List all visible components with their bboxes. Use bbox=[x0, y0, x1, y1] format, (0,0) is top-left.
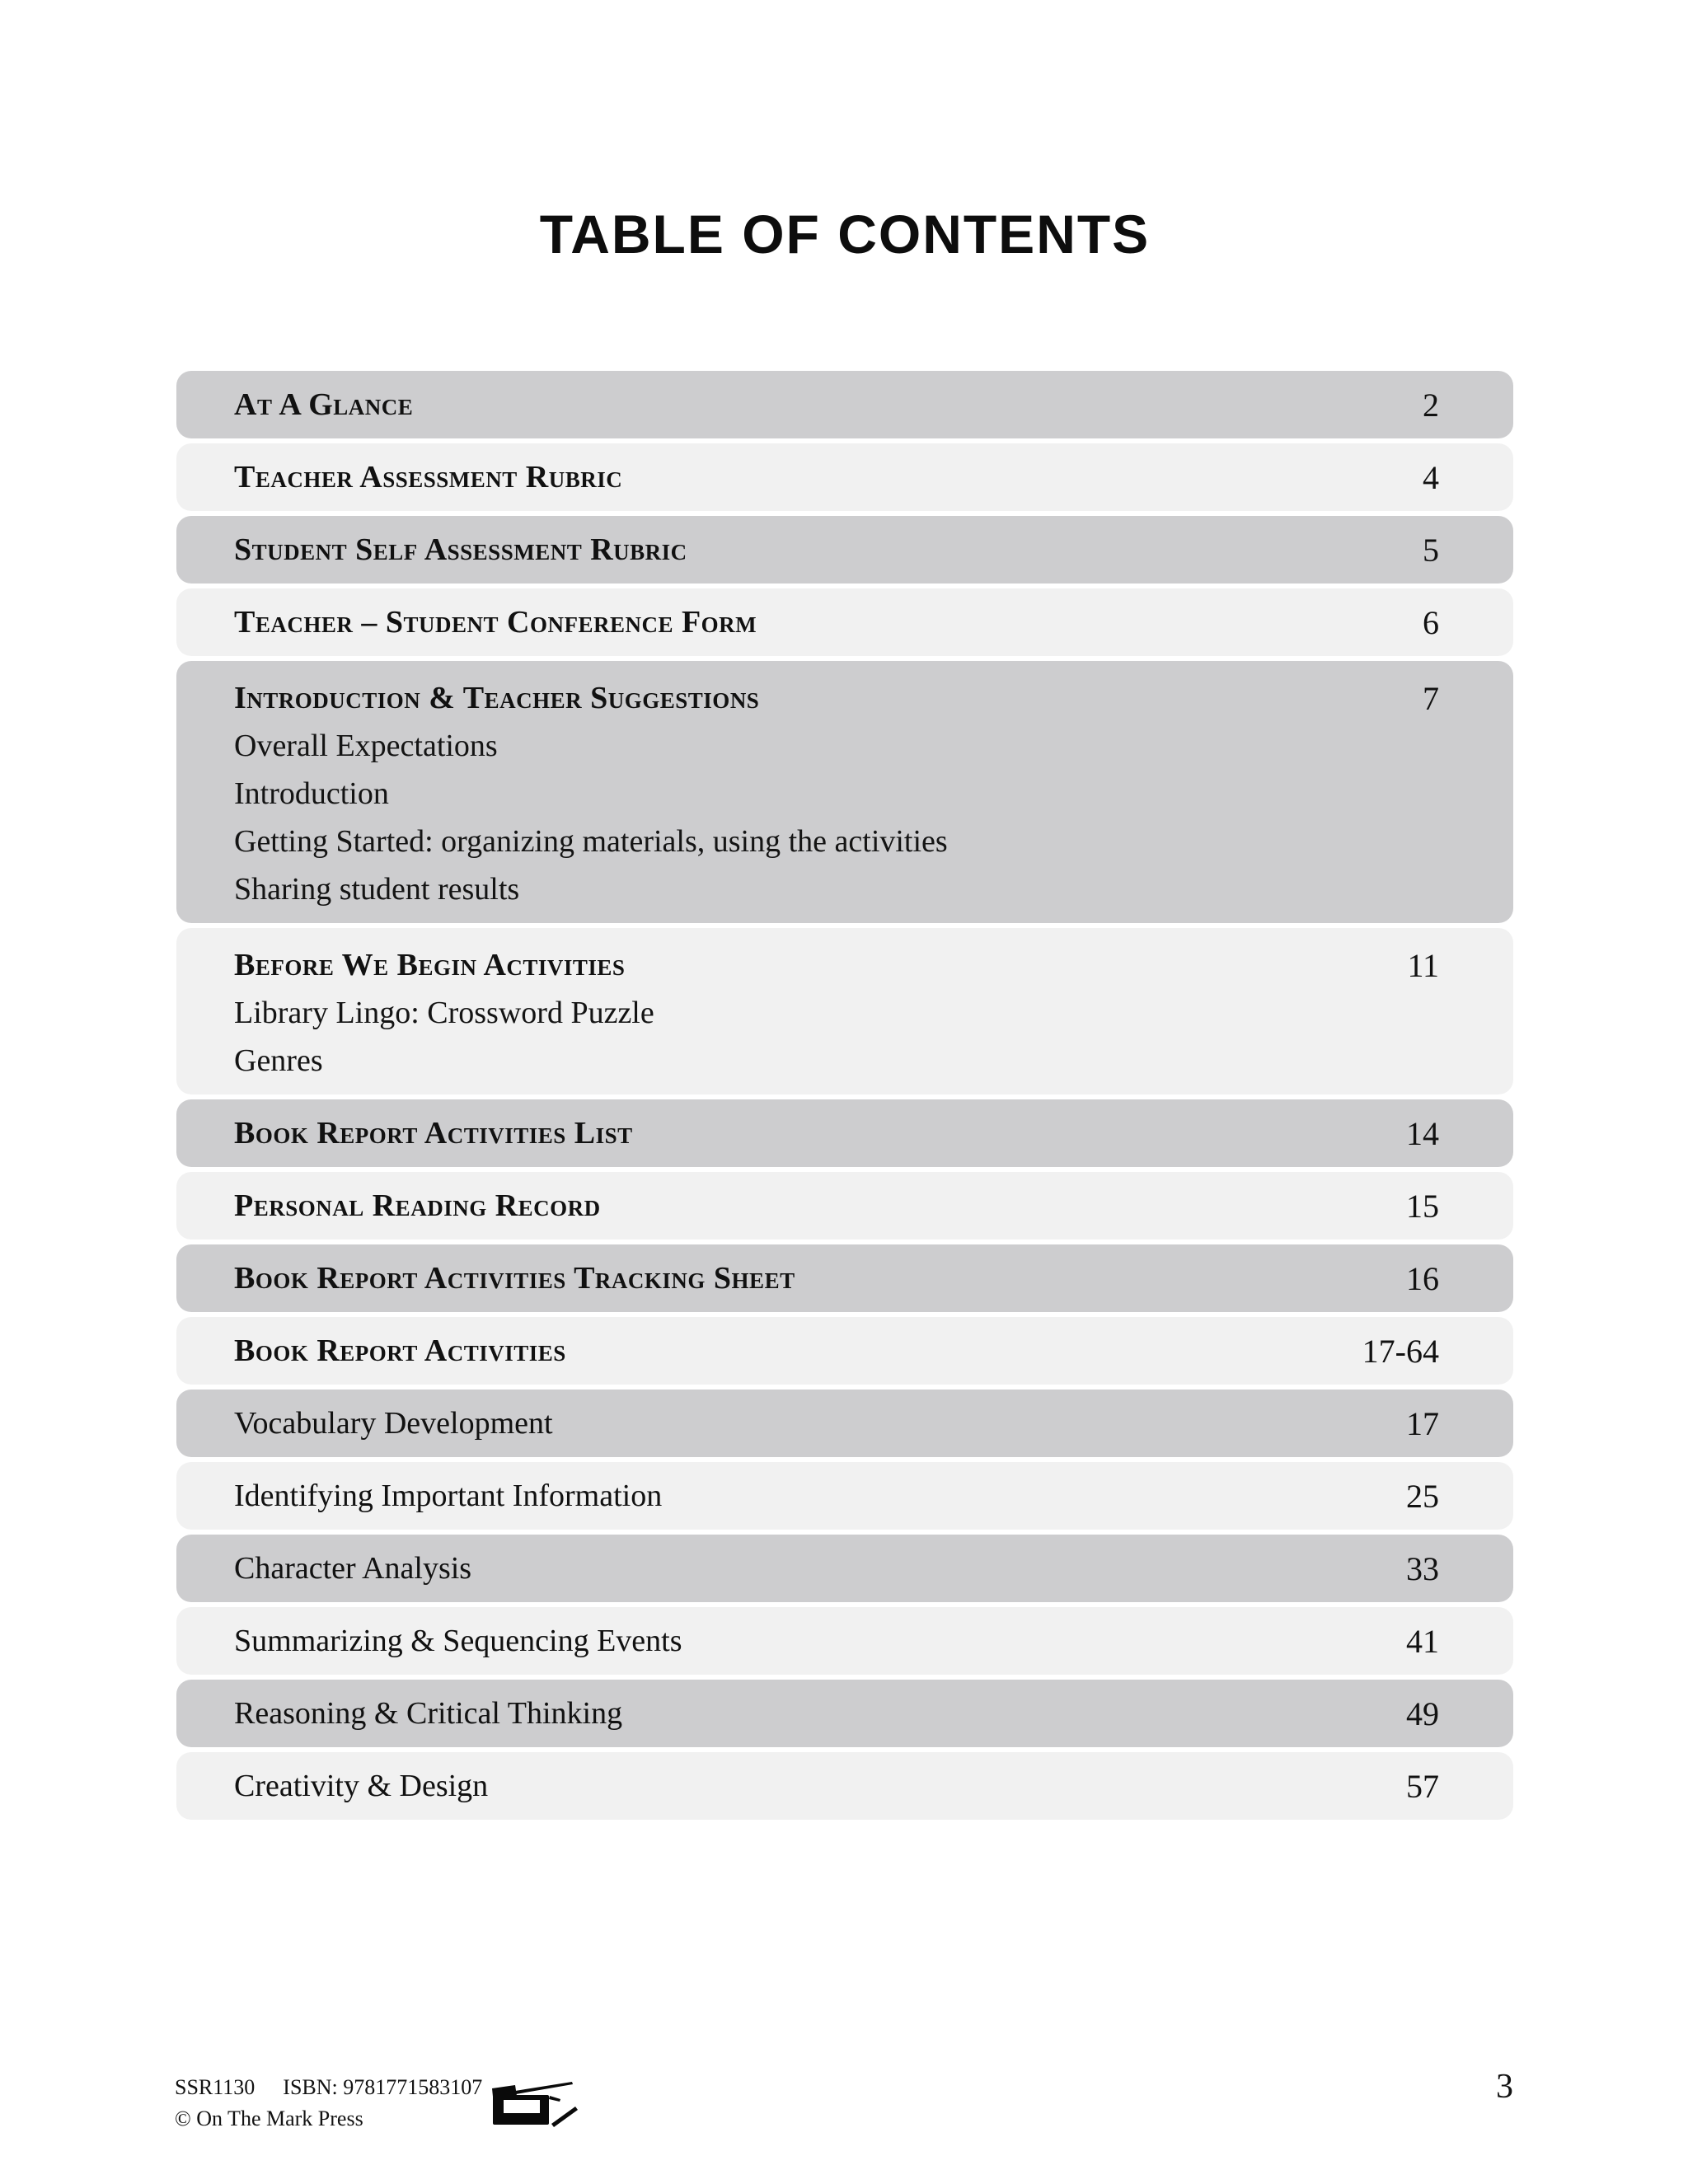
toc-row bbox=[176, 1317, 1513, 1385]
toc-row-page: 2 bbox=[1423, 386, 1439, 424]
footer-copyright: © On The Mark Press bbox=[175, 2107, 363, 2130]
toc-row-label: Teacher Assessment Rubric bbox=[234, 460, 623, 494]
toc-row-page: 33 bbox=[1406, 1549, 1439, 1587]
toc-subitem: Sharing student results bbox=[234, 872, 520, 907]
toc-row-label: Summarizing & Sequencing Events bbox=[234, 1624, 682, 1658]
toc-row-label: Book Report Activities bbox=[234, 1333, 566, 1368]
toc-row-page: 15 bbox=[1406, 1187, 1439, 1225]
toc-row-page: 14 bbox=[1406, 1114, 1439, 1152]
toc-row-label: Identifying Important Information bbox=[234, 1479, 663, 1513]
toc-row bbox=[176, 1172, 1513, 1240]
toc-row-page: 4 bbox=[1423, 458, 1439, 496]
toc-subitem: Getting Started: organizing materials, using the activities bbox=[234, 824, 948, 859]
toc-row-page: 41 bbox=[1406, 1622, 1439, 1660]
toc-row-label: Book Report Activities List bbox=[234, 1116, 633, 1151]
toc-row bbox=[176, 1099, 1513, 1167]
toc-row-page: 25 bbox=[1406, 1477, 1439, 1515]
toc-row-label: Reasoning & Critical Thinking bbox=[234, 1696, 623, 1731]
toc-row bbox=[176, 443, 1513, 511]
toc-row-label: Introduction & Teacher Suggestions bbox=[234, 681, 760, 715]
toc-row-page: 49 bbox=[1406, 1694, 1439, 1732]
toc-row-heading-line bbox=[234, 674, 1439, 722]
toc-row bbox=[176, 1462, 1513, 1530]
footer-isbn: ISBN: 9781771583107 bbox=[283, 2075, 483, 2099]
footer-line-1 bbox=[175, 2072, 482, 2103]
page-title: TABLE OF CONTENTS bbox=[539, 204, 1151, 265]
toc-subitem: Genres bbox=[234, 1043, 323, 1078]
toc-row bbox=[176, 371, 1513, 438]
toc-row-label: Character Analysis bbox=[234, 1551, 472, 1586]
toc-row-page: 16 bbox=[1406, 1259, 1439, 1297]
toc-row-page: 6 bbox=[1423, 603, 1439, 641]
footer-product-code: SSR1130 bbox=[175, 2075, 256, 2099]
toc-row bbox=[176, 1390, 1513, 1457]
toc-row-with-subitems bbox=[176, 928, 1513, 1094]
toc-row bbox=[176, 1535, 1513, 1602]
toc-subitem: Introduction bbox=[234, 776, 389, 811]
toc-row-page: 5 bbox=[1423, 531, 1439, 569]
toc-row bbox=[176, 1607, 1513, 1675]
toc-row-label: Teacher – Student Conference Form bbox=[234, 605, 757, 640]
on-the-mark-press-logo-icon bbox=[470, 2065, 602, 2148]
toc-row-label: At A Glance bbox=[234, 387, 414, 422]
toc-row-heading-line bbox=[234, 941, 1439, 989]
footer bbox=[175, 2072, 482, 2135]
toc-row-page: 57 bbox=[1406, 1767, 1439, 1805]
toc-row-label: Book Report Activities Tracking Sheet bbox=[234, 1261, 795, 1296]
toc-row bbox=[176, 588, 1513, 656]
toc-row-page: 7 bbox=[1423, 679, 1439, 717]
toc-row bbox=[176, 1752, 1513, 1820]
toc-subitem: Library Lingo: Crossword Puzzle bbox=[234, 996, 654, 1030]
toc-row-page: 17-64 bbox=[1362, 1332, 1439, 1370]
toc-list bbox=[176, 371, 1513, 1820]
toc-row-label: Student Self Assessment Rubric bbox=[234, 532, 687, 567]
toc-row bbox=[176, 1244, 1513, 1312]
toc-row bbox=[176, 1680, 1513, 1747]
toc-row bbox=[176, 516, 1513, 583]
toc-subitem: Overall Expectations bbox=[234, 729, 498, 763]
toc-row-page: 17 bbox=[1406, 1404, 1439, 1442]
toc-row-with-subitems bbox=[176, 661, 1513, 923]
toc-row-label: Creativity & Design bbox=[234, 1769, 489, 1803]
toc-row-label: Personal Reading Record bbox=[234, 1188, 601, 1223]
toc-row-label: Before We Begin Activities bbox=[234, 948, 626, 982]
page-number: 3 bbox=[1496, 2068, 1513, 2106]
toc-row-page: 11 bbox=[1407, 946, 1439, 984]
toc-row-label: Vocabulary Development bbox=[234, 1406, 553, 1441]
